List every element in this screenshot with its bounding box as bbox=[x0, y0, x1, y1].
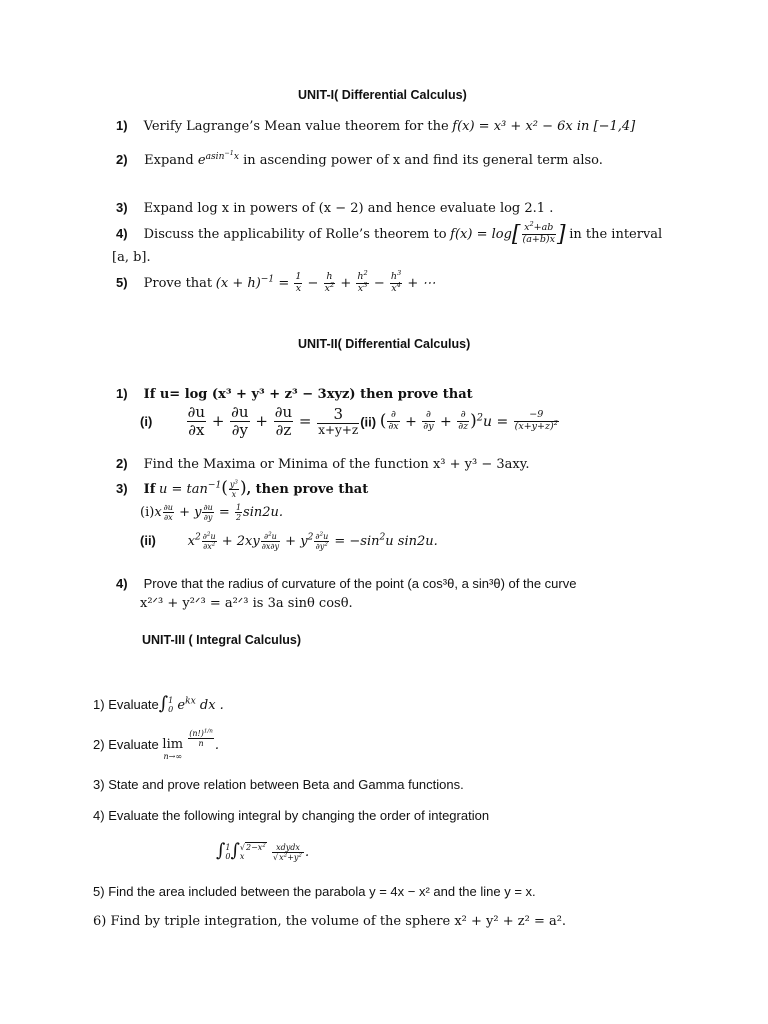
question-number: 2) bbox=[116, 152, 128, 167]
unit1-q3 bbox=[116, 200, 553, 216]
question-text: Expand log x in powers of (x − 2) and hence evaluate log 2.1 . bbox=[143, 201, 554, 216]
unit2-q1 bbox=[116, 386, 473, 402]
question-math: $u = \tan^{-1}$( $\frac{y^3}{x}$ ) bbox=[158, 478, 247, 499]
unit3-q4 bbox=[93, 808, 489, 823]
unit3-q2 bbox=[93, 728, 219, 761]
unit3-q4-integral: ∫ 1 0 ∫ $√2-x^2$ x $\frac{\text{xdydx}}{√x^2+y^2}$ . bbox=[216, 840, 310, 862]
question-number: 3) bbox=[116, 200, 128, 215]
question-math: lim n→∞ $\frac{(n!)^{1/n}}{n}$ . bbox=[162, 728, 219, 761]
unit3-q6 bbox=[93, 914, 566, 929]
question-number: 2) bbox=[116, 456, 128, 471]
question-number: 2) bbox=[93, 737, 105, 752]
question-number: 3) bbox=[116, 481, 128, 496]
question-number: 4) bbox=[116, 576, 128, 591]
question-number: 4) bbox=[93, 808, 105, 823]
sub-part-label: (ii) bbox=[360, 414, 377, 430]
unit3-q5 bbox=[93, 884, 536, 899]
question-math: $e^{asin^{-1}x}$ bbox=[197, 148, 239, 168]
unit1-title: UNIT-I( Differential Calculus) bbox=[298, 88, 467, 102]
question-number: 1) bbox=[116, 118, 128, 133]
unit3-q3 bbox=[93, 777, 464, 792]
unit3-title: UNIT-III ( Integral Calculus) bbox=[142, 633, 302, 647]
question-text: Prove that bbox=[143, 275, 213, 291]
question-text: Evaluate bbox=[108, 697, 159, 712]
question-number: 6) bbox=[93, 914, 107, 929]
unit1-q4 bbox=[116, 219, 663, 247]
unit2-q1-equations bbox=[140, 404, 560, 440]
sub-part-label: (i) bbox=[140, 414, 153, 430]
unit2-q4-line2: x²ᐟ³ + y²ᐟ³ = a²ᐟ³ is 3a sinθ cosθ. bbox=[140, 596, 353, 611]
unit2-q4 bbox=[116, 576, 576, 591]
question-text: Evaluate bbox=[108, 737, 159, 752]
question-text: Discuss the applicability of Rolle’s theorem to bbox=[143, 227, 447, 242]
question-text: If u= log (x³ + y³ + z³ − 3xyz) then prove that bbox=[143, 387, 473, 402]
unit2-q3-part-i: (i)x $\frac{\partial u}{\partial x}$ + y $\frac{\partial u}{\partial y}$ = $\frac{1}{2}$ sin2u. bbox=[140, 503, 284, 523]
question-number: 1) bbox=[93, 697, 105, 712]
question-suffix: , then prove that bbox=[246, 482, 369, 497]
unit2-title: UNIT-II( Differential Calculus) bbox=[298, 337, 471, 351]
unit1-q4-line2: [a, b]. bbox=[112, 250, 151, 265]
question-suffix: in ascending power of x and find its general term also. bbox=[243, 153, 603, 168]
unit2-q2 bbox=[116, 456, 529, 472]
question-math: ∫ 1 0 $e^{kx}$ dx . bbox=[158, 693, 224, 714]
question-prefix: If bbox=[143, 482, 156, 497]
question-math: f(x) = log[ $\frac{x^2+ab}{(a+b)x}$ ] bbox=[450, 219, 566, 247]
question-text: Find the area included between the parabola y = 4x − x² and the line y = x. bbox=[108, 884, 536, 899]
question-number: 5) bbox=[93, 884, 105, 899]
question-number: 4) bbox=[116, 226, 128, 241]
question-text: State and prove relation between Beta and Gamma functions. bbox=[108, 777, 464, 792]
question-text: Evaluate the following integral by changing the order of integration bbox=[108, 808, 490, 823]
sub-part-label: (ii) bbox=[140, 533, 156, 549]
unit1-q1 bbox=[116, 118, 635, 134]
unit1-q5 bbox=[116, 268, 436, 295]
unit1-q2 bbox=[116, 148, 603, 168]
question-text: Prove that the radius of curvature of the point (a cos³θ, a sin³θ) of the curve bbox=[143, 576, 577, 591]
question-text: Find by triple integration, the volume of the sphere x² + y² + z² = a². bbox=[110, 914, 567, 929]
sub-part-label: (i) bbox=[140, 505, 155, 521]
question-text: Verify Lagrange’s Mean value theorem for the bbox=[143, 119, 449, 134]
question-math: f(x) = x³ + x² − 6x in [−1,4] bbox=[452, 119, 636, 134]
question-number: 1) bbox=[116, 386, 128, 401]
question-prefix: Expand bbox=[144, 153, 194, 168]
question-text: Find the Maxima or Minima of the function x³ + y³ − 3axy. bbox=[143, 457, 530, 472]
unit2-q3 bbox=[116, 478, 368, 499]
question-number: 5) bbox=[116, 274, 128, 290]
equation-i: $\frac{\partial u}{\partial x}$ + $\frac{\partial u}{\partial y}$ + $\frac{\partial u}{\partial z}$ = $\frac{3}{x+y+z}$ bbox=[187, 403, 359, 440]
unit2-q3-part-ii: (ii) $x^2$ $\frac{\partial^2u}{\partial x^2}$ + 2xy $\frac{\partial^2u}{\partial x\partial y}$ + $y^2$ $\frac{\partial^2u}{\partial y^2}$ = $-\sin^2u$ sin2u. bbox=[140, 531, 438, 552]
unit3-q1 bbox=[93, 693, 224, 714]
question-suffix: in the interval bbox=[569, 227, 663, 242]
equation-ii: ( $\frac{\partial}{\partial x}$ + $\frac{\partial}{\partial y}$ + $\frac{\partial}{\partial z}$ )$^2$u = $\frac{-9}{(x+y+z)^2}$ bbox=[379, 409, 558, 433]
question-math: $(x + h)^{-1}$ = $\frac{1}{x}$ − $\frac{h}{x^2}$ + $\frac{h^2}{x^3}$ − $\frac{h^3}{x^4}$ + ⋯ bbox=[215, 268, 436, 294]
question-number: 3) bbox=[93, 777, 105, 792]
